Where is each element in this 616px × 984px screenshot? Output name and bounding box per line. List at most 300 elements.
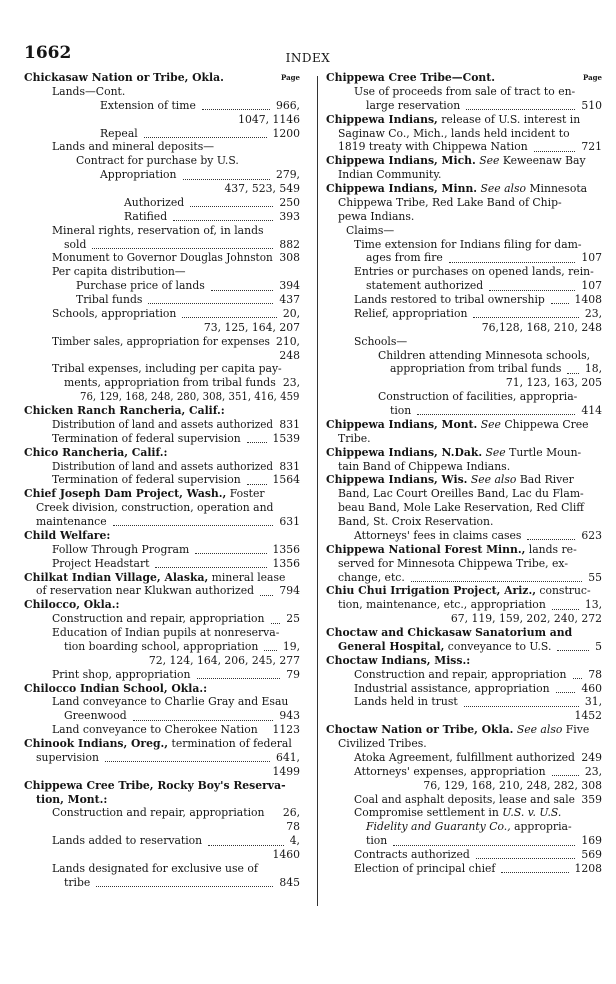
column-divider — [317, 76, 318, 906]
entry-text — [36, 501, 273, 515]
page-reference: 26, — [282, 806, 300, 820]
dot-leader — [208, 844, 284, 846]
entry-text — [326, 654, 470, 668]
index-line — [24, 571, 300, 585]
see-reference: See — [477, 417, 501, 431]
entry-label: Extension of time — [100, 98, 196, 112]
entry-text — [390, 362, 561, 376]
page-reference: 18, — [584, 362, 602, 376]
page-reference: 249 — [581, 750, 602, 764]
index-line — [326, 154, 602, 168]
entry-label: change, etc. — [338, 570, 405, 584]
index-line — [326, 862, 602, 876]
entry-text — [52, 626, 279, 640]
entry-label: Children attending Minnesota schools, — [378, 348, 591, 362]
entry-text — [354, 238, 582, 252]
entry-text — [52, 418, 273, 432]
index-line — [24, 806, 300, 820]
entry-label: Atoka Agreement, fulfillment authorized — [354, 750, 575, 764]
entry-heading: Chief Joseph Dam Project, Wash., — [24, 487, 227, 501]
entry-label: maintenance — [36, 515, 107, 528]
index-line — [326, 682, 602, 696]
index-line — [24, 307, 300, 321]
page-reference: 19, — [282, 639, 300, 653]
dot-leader — [148, 302, 273, 304]
entry-label: 1819 treaty with Chippewa Nation — [338, 140, 528, 154]
entry-text — [366, 820, 572, 834]
index-line — [24, 293, 300, 307]
dot-leader — [552, 774, 579, 776]
index-line — [326, 321, 602, 335]
entry-text — [80, 390, 300, 404]
page-reference: 13, — [584, 598, 602, 612]
entry-text — [338, 210, 414, 224]
index-line — [24, 251, 300, 265]
index-line — [326, 113, 602, 127]
page-reference: 67, 119, 159, 202, 240, 272 — [450, 612, 602, 626]
entry-text — [338, 515, 493, 529]
index-line — [326, 85, 602, 99]
page-reference: 250 — [279, 195, 300, 209]
index-line — [326, 557, 602, 571]
index-line — [24, 140, 300, 154]
entry-text — [24, 598, 119, 612]
right-index-column — [326, 71, 602, 876]
entry-label: Contracts authorized — [354, 848, 470, 861]
index-line — [24, 793, 300, 807]
index-line — [24, 862, 300, 876]
page-reference: 31, — [584, 695, 602, 709]
index-line — [326, 765, 602, 779]
page-reference: 210, — [275, 334, 300, 348]
dot-leader — [501, 871, 569, 873]
dot-leader — [573, 677, 582, 679]
entry-heading: Choctaw Indians, Miss.: — [326, 653, 471, 667]
index-line — [326, 668, 602, 682]
entry-text — [354, 848, 470, 862]
entry-label: tion boarding school, appropriation — [64, 639, 259, 653]
dot-leader — [197, 677, 280, 679]
entry-heading: General Hospital, — [338, 639, 445, 653]
page-reference: 79 — [286, 667, 300, 681]
entry-continuation: Foster — [226, 487, 265, 501]
index-line — [24, 487, 300, 501]
entry-text — [52, 432, 241, 446]
entry-label: Land conveyance to Cherokee Nation — [52, 723, 258, 737]
entry-text — [338, 487, 584, 501]
index-line — [326, 168, 602, 182]
entry-label: Greenwood — [64, 709, 127, 723]
entry-text — [76, 293, 142, 307]
entry-label: Attorneys' fees in claims cases — [354, 528, 522, 542]
entry-text — [338, 127, 570, 141]
index-line — [326, 501, 602, 515]
index-line — [24, 432, 300, 446]
entry-text — [24, 682, 207, 696]
index-line — [326, 293, 602, 307]
entry-label: tion — [366, 834, 388, 848]
entry-text — [338, 432, 371, 446]
dot-leader — [271, 622, 280, 624]
index-line — [24, 168, 300, 182]
index-line — [24, 612, 300, 626]
page-reference: 414 — [581, 404, 602, 417]
entry-heading: Chippewa Cree Tribe, Rocky Boy's Reserva- — [24, 778, 286, 792]
dot-leader — [202, 108, 270, 110]
entry-heading: Chippewa Indians, Mont. — [326, 417, 478, 431]
index-line — [326, 806, 602, 820]
page-reference: 943 — [279, 709, 300, 723]
page-number: 1662 — [24, 43, 72, 63]
index-line — [326, 432, 602, 446]
entry-text — [366, 279, 483, 293]
entry-text — [24, 571, 285, 585]
dot-leader — [567, 372, 579, 374]
entry-text — [52, 806, 265, 820]
entry-heading: Chilocco Indian School, Okla.: — [24, 681, 208, 695]
entry-label: Lands restored to tribal ownership — [354, 293, 545, 306]
entry-text — [354, 335, 407, 349]
entry-text — [64, 640, 258, 654]
entry-text — [354, 751, 575, 765]
page-reference: 1356 — [272, 556, 300, 570]
entry-label: Purchase price of lands — [76, 279, 205, 293]
entry-text — [366, 251, 443, 265]
entry-heading: Child Welfare: — [24, 528, 111, 542]
entry-label: Education of Indian pupils at nonreserva- — [52, 626, 280, 639]
entry-label: Monument to Governor Douglas Johnston — [52, 251, 273, 265]
page-reference: 1047, 1146 — [238, 112, 300, 126]
entry-label: Attorneys' expenses, appropriation — [354, 764, 546, 778]
entry-text — [36, 751, 99, 765]
page-reference: 78 — [588, 667, 602, 681]
index-line — [24, 723, 300, 737]
page-reference: 5 — [595, 639, 602, 653]
entry-label: Repeal — [100, 126, 138, 140]
index-line — [24, 834, 300, 848]
dot-leader — [260, 594, 273, 596]
dot-leader — [183, 178, 270, 180]
dot-leader — [264, 649, 277, 651]
dot-leader — [195, 552, 267, 554]
page-reference: 169 — [581, 834, 602, 848]
dot-leader — [534, 150, 575, 152]
entry-text — [24, 529, 110, 543]
entry-text — [366, 99, 460, 113]
entry-text — [354, 806, 561, 820]
dot-leader — [113, 524, 273, 526]
dot-leader — [96, 885, 273, 887]
index-line — [24, 515, 300, 529]
index-line — [326, 820, 602, 834]
entry-label: tion — [390, 404, 412, 417]
page-reference: 966, — [275, 98, 300, 112]
entry-label: pewa Indians. — [338, 209, 415, 223]
entry-text — [52, 473, 241, 487]
entry-continuation: Minnesota — [526, 182, 588, 195]
dot-leader — [105, 760, 270, 762]
index-line — [326, 390, 602, 404]
index-line — [326, 127, 602, 141]
index-line — [326, 529, 602, 543]
page-reference: 1408 — [574, 293, 602, 306]
entry-label: of reservation near Klukwan authorized — [36, 584, 255, 598]
index-line — [24, 85, 300, 99]
entry-text — [24, 446, 168, 460]
entry-label: Band, St. Croix Reservation. — [338, 515, 494, 528]
entry-label: Fidelity and Guaranty Co., — [366, 820, 511, 834]
entry-label: Termination of federal supervision — [52, 431, 241, 445]
index-line — [326, 140, 602, 154]
entry-label: Saginaw Co., Mich., lands held incident to — [338, 126, 570, 140]
page-reference: 394 — [279, 279, 300, 293]
entry-text — [338, 571, 405, 585]
entry-label: Schools— — [354, 334, 408, 348]
entry-text — [338, 196, 562, 210]
entry-text — [24, 487, 265, 501]
index-line — [24, 626, 300, 640]
page-reference: 55 — [588, 570, 602, 584]
entry-label: statement authorized — [366, 279, 484, 293]
entry-label: Use of proceeds from sale of tract to en- — [354, 84, 576, 98]
index-line — [24, 695, 300, 709]
index-line — [24, 265, 300, 279]
entry-text — [326, 543, 577, 557]
index-line — [24, 127, 300, 141]
index-line — [326, 210, 602, 224]
index-line — [326, 723, 602, 737]
entry-label: Appropriation — [100, 168, 177, 182]
running-title: INDEX — [285, 51, 331, 65]
entry-text — [52, 307, 176, 321]
entry-label: Construction and repair, appropriation — [52, 612, 265, 626]
entry-text — [52, 557, 149, 571]
index-line — [24, 210, 300, 224]
page-reference: 23, — [584, 306, 602, 320]
entry-text — [326, 182, 587, 196]
entry-text — [338, 640, 551, 654]
page-reference: 1123 — [272, 723, 300, 737]
entry-text — [390, 404, 411, 418]
index-line — [24, 501, 300, 515]
entry-label: Schools, appropriation — [52, 306, 177, 320]
entry-text — [354, 682, 550, 696]
see-reference: See — [475, 154, 500, 168]
page-reference: 794 — [279, 584, 300, 598]
dot-leader — [247, 441, 267, 443]
index-line — [326, 251, 602, 265]
entry-label: Lands held in trust — [354, 695, 458, 709]
dot-leader — [449, 261, 575, 263]
index-line — [24, 349, 300, 363]
entry-label: Tribe. — [338, 431, 371, 445]
entry-text — [64, 376, 276, 390]
page-reference: 25 — [286, 612, 300, 626]
entry-text — [354, 529, 521, 543]
entry-text — [338, 737, 427, 751]
index-line — [326, 349, 602, 363]
entry-heading: Chippewa Indians, — [326, 112, 438, 126]
index-line — [326, 418, 602, 432]
page-column-header: Page — [281, 73, 300, 82]
entry-label: Relief, appropriation — [354, 306, 468, 320]
page-reference: 73, 125, 164, 207 — [203, 320, 300, 334]
page-reference: 1356 — [272, 542, 300, 556]
index-line — [24, 876, 300, 890]
entry-label: large reservation — [366, 98, 461, 112]
page-reference: 631 — [279, 515, 300, 528]
index-line — [24, 376, 300, 390]
entry-label: Lands designated for exclusive use of — [52, 861, 258, 875]
index-line — [24, 390, 300, 404]
entry-label: Print shop, appropriation — [52, 667, 191, 681]
dot-leader — [556, 691, 575, 693]
index-line — [326, 99, 602, 113]
index-line — [326, 376, 602, 390]
dot-leader — [211, 289, 273, 291]
page-reference: 4, — [289, 834, 300, 848]
dot-leader — [489, 289, 575, 291]
page-reference: 248 — [279, 348, 300, 362]
index-line — [24, 598, 300, 612]
dot-leader — [144, 136, 267, 138]
see-reference: See — [482, 445, 506, 459]
entry-text — [52, 265, 186, 279]
page-reference: 1452 — [574, 709, 602, 723]
entry-text — [36, 793, 107, 807]
index-line — [326, 654, 602, 668]
entry-text — [338, 557, 568, 571]
entry-text — [338, 460, 510, 474]
dot-leader — [476, 857, 575, 859]
index-line — [326, 737, 602, 751]
index-line — [24, 668, 300, 682]
index-line — [326, 834, 602, 848]
page-reference: 569 — [581, 848, 602, 861]
index-line — [24, 543, 300, 557]
dot-leader — [247, 483, 267, 485]
entry-label: Lands and mineral deposits— — [52, 140, 215, 154]
entry-label: Entries or purchases on opened lands, rein- — [354, 265, 594, 279]
index-line — [24, 362, 300, 376]
entry-heading: tion, Mont.: — [36, 792, 108, 806]
entry-text — [326, 154, 586, 168]
entry-heading: Chickasaw Nation or Tribe, Okla. — [24, 71, 224, 84]
index-line — [326, 182, 602, 196]
entry-continuation: lands re- — [525, 542, 577, 556]
entry-label: Election of principal chief — [354, 861, 496, 875]
index-line — [326, 404, 602, 418]
entry-heading: Chiu Chui Irrigation Project, Ariz., — [326, 584, 536, 598]
index-line — [326, 584, 602, 598]
index-line — [326, 751, 602, 765]
entry-label: Follow Through Program — [52, 542, 190, 556]
entry-text — [52, 335, 270, 349]
index-line — [326, 335, 602, 349]
entry-heading: Chippewa National Forest Minn., — [326, 542, 526, 556]
see-reference: See also — [477, 182, 527, 195]
entry-label: ments, appropriation from tribal funds — [64, 376, 276, 390]
page-reference: 721 — [581, 140, 602, 154]
dot-leader — [551, 302, 569, 304]
index-line — [326, 709, 602, 723]
index-line — [24, 584, 300, 598]
entry-text — [326, 418, 589, 432]
entry-text — [326, 446, 581, 460]
entry-text — [76, 279, 205, 293]
entry-label: beau Band, Mole Lake Reservation, Red Cliff — [338, 501, 584, 515]
dot-leader — [473, 316, 579, 318]
entry-label: Time extension for Indians filing for dam- — [354, 237, 582, 251]
entry-text — [64, 238, 86, 252]
page-reference: 623 — [581, 528, 602, 542]
see-reference: See also — [467, 473, 517, 487]
dot-leader — [527, 538, 575, 540]
entry-label: Project Headstart — [52, 556, 150, 570]
index-line — [326, 779, 602, 793]
index-line — [24, 113, 300, 127]
dot-leader — [92, 247, 273, 249]
page-column-header: Page — [583, 73, 602, 82]
entry-text — [52, 460, 273, 474]
index-line — [326, 487, 602, 501]
dot-leader — [417, 413, 575, 415]
page-reference: 71, 123, 163, 205 — [505, 376, 602, 390]
entry-continuation: Turtle Moun- — [505, 445, 582, 459]
index-line — [326, 515, 602, 529]
entry-text — [36, 515, 107, 529]
page-reference: 1208 — [574, 861, 602, 875]
index-line — [24, 682, 300, 696]
page-reference: 23, — [584, 764, 602, 778]
index-line — [326, 543, 602, 557]
page-reference: 23, — [282, 376, 300, 390]
entry-text — [36, 584, 254, 598]
entry-text — [52, 251, 273, 265]
index-line — [24, 224, 300, 238]
entry-label: Mineral rights, reservation of, in lands — [52, 223, 264, 237]
entry-heading: Chippewa Indians, N.Dak. — [326, 445, 483, 459]
entry-text — [52, 612, 265, 626]
page-reference: 1460 — [272, 848, 300, 861]
page-reference: 1200 — [272, 126, 300, 140]
index-line — [24, 279, 300, 293]
index-line — [326, 640, 602, 654]
entry-heading: Chippewa Indians, Minn. — [326, 182, 478, 195]
dot-leader — [182, 316, 277, 318]
page-reference: 437 — [279, 293, 300, 306]
index-line — [326, 626, 602, 640]
page-reference: 359 — [581, 792, 602, 806]
index-line — [24, 238, 300, 252]
entry-label: Construction and repair, appropriation — [354, 667, 567, 681]
page-reference: 641, — [275, 750, 300, 764]
page-reference: 831 — [279, 417, 300, 431]
entry-text — [354, 307, 467, 321]
entry-text — [354, 668, 567, 682]
index-line — [24, 473, 300, 487]
entry-label: Ratified — [124, 209, 168, 223]
page-reference: 882 — [279, 237, 300, 251]
see-reference: U.S. v. U.S. — [498, 806, 562, 820]
see-reference: See also — [513, 723, 563, 737]
entry-heading: Chippewa Cree Tribe—Cont. — [326, 71, 495, 84]
index-line — [24, 460, 300, 474]
page-reference: 831 — [279, 459, 300, 473]
entry-label: ages from fire — [366, 251, 443, 265]
entry-text — [354, 695, 458, 709]
entry-text — [52, 862, 258, 876]
